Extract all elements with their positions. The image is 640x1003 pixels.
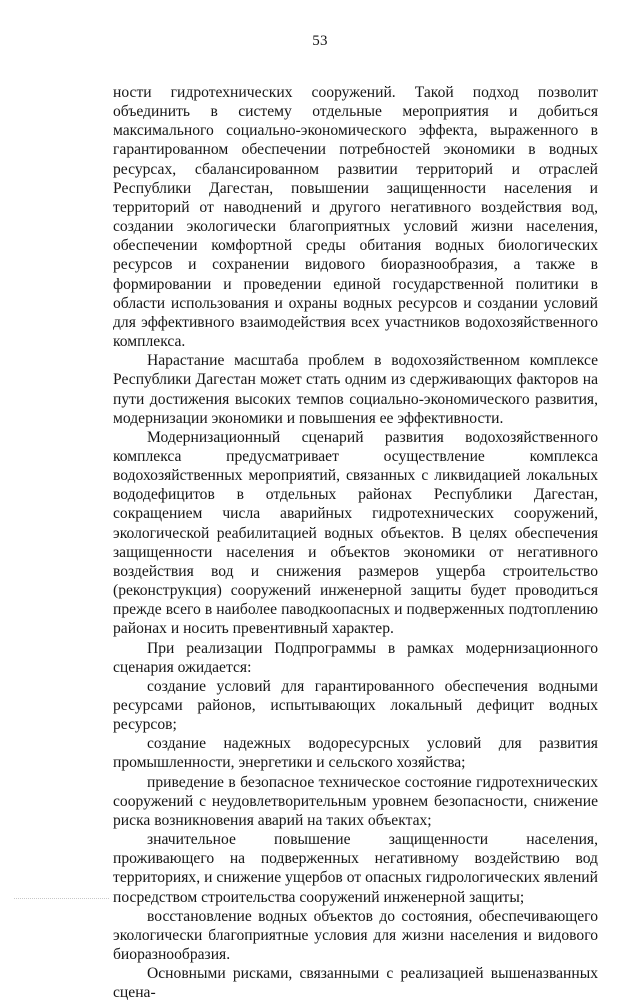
scan-artifact xyxy=(14,898,109,903)
list-item-water-resource-conditions: создание надежных водоресурсных условий для развития промышленности, энергетики и сельского хозяйства; xyxy=(113,735,598,772)
list-item-population-protection: значительное повышение защищенности населения, проживающего на подверженных негативному воздействию вод территориях, и снижение ущербов от опасных гидрологических явлений посредством строительства сооружений инженерной защиты; xyxy=(113,831,598,906)
list-item-water-bodies-restoration: восстановление водных объектов до состояния, обеспечивающего экологически благоприятные условия для жизни населения и видового биоразнообразия. xyxy=(113,907,598,964)
list-item-hydraulic-structures-safety: приведение в безопасное техническое состояние гидротехнических сооружений с неудовлетворительным уровнем безопасности, снижение риска возникновения аварий на таких объектах; xyxy=(113,773,598,829)
list-item-water-supply: создание условий для гарантированного обеспечения водными ресурсами районов, испытывающих локальный дефицит водных ресурсов; xyxy=(113,677,598,734)
paragraph-problem-growth: Нарастание масштаба проблем в водохозяйственном комплексе Республики Дагестан может стать одним из сдерживающих факторов на пути достижения высоких темпов социально-экономического развития, модернизации экономики и повышения ее эффективности. xyxy=(113,352,598,427)
paragraph-risks: Основными рисками, связанными с реализацией вышеназванных сцена- xyxy=(113,965,598,1002)
document-body xyxy=(113,83,598,1003)
page-number: 53 xyxy=(312,33,328,49)
paragraph-continuation: ности гидротехнических сооружений. Такой подход позволит объединить в систему отдельные мероприятия и добиться максимального социально-экономического эффекта, выраженного в гарантированном обеспечении потребностей экономики в водных ресурсах, сбалансированном развитии территорий и отраслей Республики Дагестан, повышении защищенности населения и территорий от наводнений и другого негативного воздействия вод, создании экологически благоприятных условий жизни населения, обеспечении комфортной среды обитания водных биологических ресурсов и сохранении видового биоразнообразия, а также в формировании и проведении единой государственной политики в области использования и охраны водных ресурсов и создании условий для эффективного взаимодействия всех участников водохозяйственного комплекса. xyxy=(113,84,598,351)
paragraph-expected-results-intro: При реализации Подпрограммы в рамках модернизационного сценария ожидается: xyxy=(113,639,598,676)
paragraph-modernization-scenario: Модернизационный сценарий развития водохозяйственного комплекса предусматривает осуществление комплекса водохозяйственных мероприятий, связанных с ликвидацией локальных вододефицитов в отдельных районах Республики Дагестан, сокращением числа аварийных гидротехнических сооружений, экологической реабилитацией водных объектов. В целях обеспечения защищенности населения и объектов экономики от негативного воздействия вод и снижения размеров ущерба строительство (реконструкция) сооружений инженерной защиты будет проводиться прежде всего в наиболее паводкоопасных и подверженных подтоплению районах и носить превентивный характер. xyxy=(113,428,598,638)
